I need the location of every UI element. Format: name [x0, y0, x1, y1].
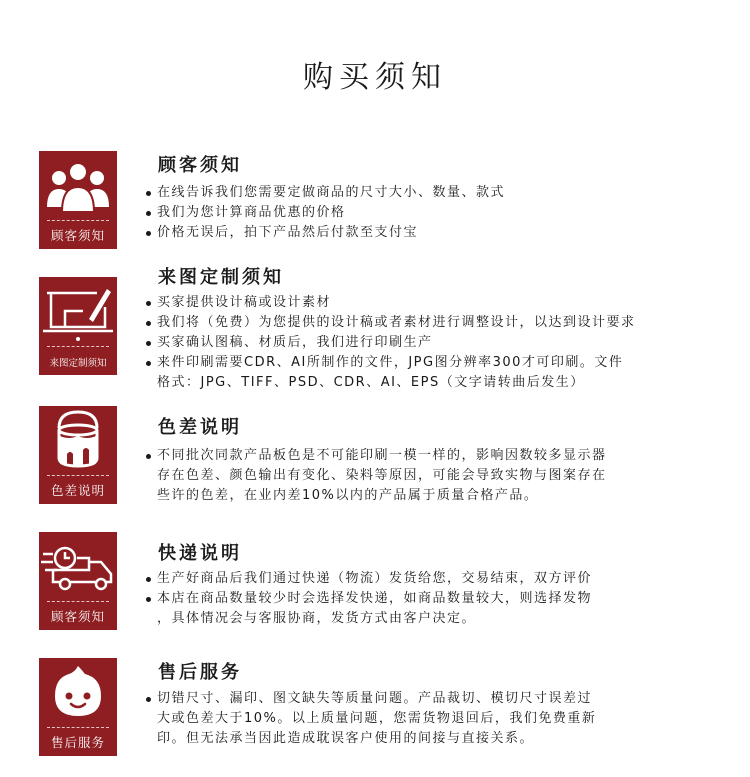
- section-items: [145, 183, 735, 243]
- list-item: 在线告诉我们您需要定做商品的尺寸大小、数量、款式: [145, 183, 735, 203]
- section-badge: [39, 532, 117, 630]
- page-title: 购买须知: [303, 60, 447, 95]
- section-badge: [39, 406, 117, 504]
- badge-label: 顾客须知: [50, 609, 105, 624]
- section-items: [145, 293, 735, 393]
- list-item: 切错尺寸、漏印、图文缺失等质量问题。产品裁切、模切尺寸误差过 大或色差大于10%。以上质量问题，您需货物退回后，我们免费重新 印。但无法承当因此造成耽误客户使用的间接与直接关系。: [145, 689, 735, 749]
- list-item: 价格无误后，拍下产品然后付款至支付宝: [145, 223, 735, 243]
- section-items: [145, 569, 735, 629]
- badge-label: 售后服务: [50, 735, 105, 750]
- section-heading: 来图定制须知: [158, 267, 284, 288]
- list-item: 买家提供设计稿或设计素材: [145, 293, 735, 313]
- badge-divider: [47, 475, 109, 476]
- list-item: 买家确认图稿、材质后，我们进行印刷生产: [145, 333, 735, 353]
- badge-divider: [47, 220, 109, 221]
- list-item: 生产好商品后我们通过快递（物流）发货给您，交易结束，双方评价: [145, 569, 735, 589]
- list-item: 我们将（免费）为您提供的设计稿或者素材进行调整设计，以达到设计要求: [145, 313, 735, 333]
- badge-label: 顾客须知: [50, 228, 105, 243]
- section-items: [145, 689, 735, 749]
- delivery-truck-icon: [39, 532, 117, 602]
- section-badge: [39, 658, 117, 756]
- list-item: 我们为您计算商品优惠的价格: [145, 203, 735, 223]
- paint-bucket-icon: [39, 406, 117, 476]
- section-badge: [39, 277, 117, 375]
- badge-label: 色差说明: [50, 483, 105, 498]
- section-badge: [39, 151, 117, 249]
- design-board-icon: [39, 277, 117, 347]
- section-heading: 色差说明: [158, 417, 242, 438]
- list-item: ，具体情况会与客服协商，发货方式由客户决定。: [157, 611, 477, 626]
- list-item: 来件印刷需要CDR、AI所制作的文件，JPG图分辨率300才可印刷。文件 格式：JPG、TIFF、PSD、CDR、AI、EPS（文字请转曲后发生）: [145, 353, 735, 393]
- customers-icon: [39, 151, 117, 219]
- badge-divider: [47, 727, 109, 728]
- badge-divider: [47, 346, 109, 347]
- section-heading: 快递说明: [158, 543, 242, 564]
- section-items: [145, 446, 735, 506]
- section-heading: 售后服务: [158, 662, 242, 683]
- badge-divider: [47, 601, 109, 602]
- list-item: 不同批次同款产品板色是不可能印刷一模一样的，影响因数较多显示器 存在色差、颜色输出有变化、染料等原因，可能会导致实物与图案存在 些许的色差，在业内差10%以内的产品属于质量合格产品。: [145, 446, 735, 506]
- chat-bubble-icon: [39, 658, 117, 728]
- badge-label: 来图定制须知: [49, 358, 107, 369]
- list-item: 本店在商品数量较少时会选择发快递，如商品数量较大，则选择发物: [145, 589, 735, 609]
- section-heading: 顾客须知: [158, 155, 242, 176]
